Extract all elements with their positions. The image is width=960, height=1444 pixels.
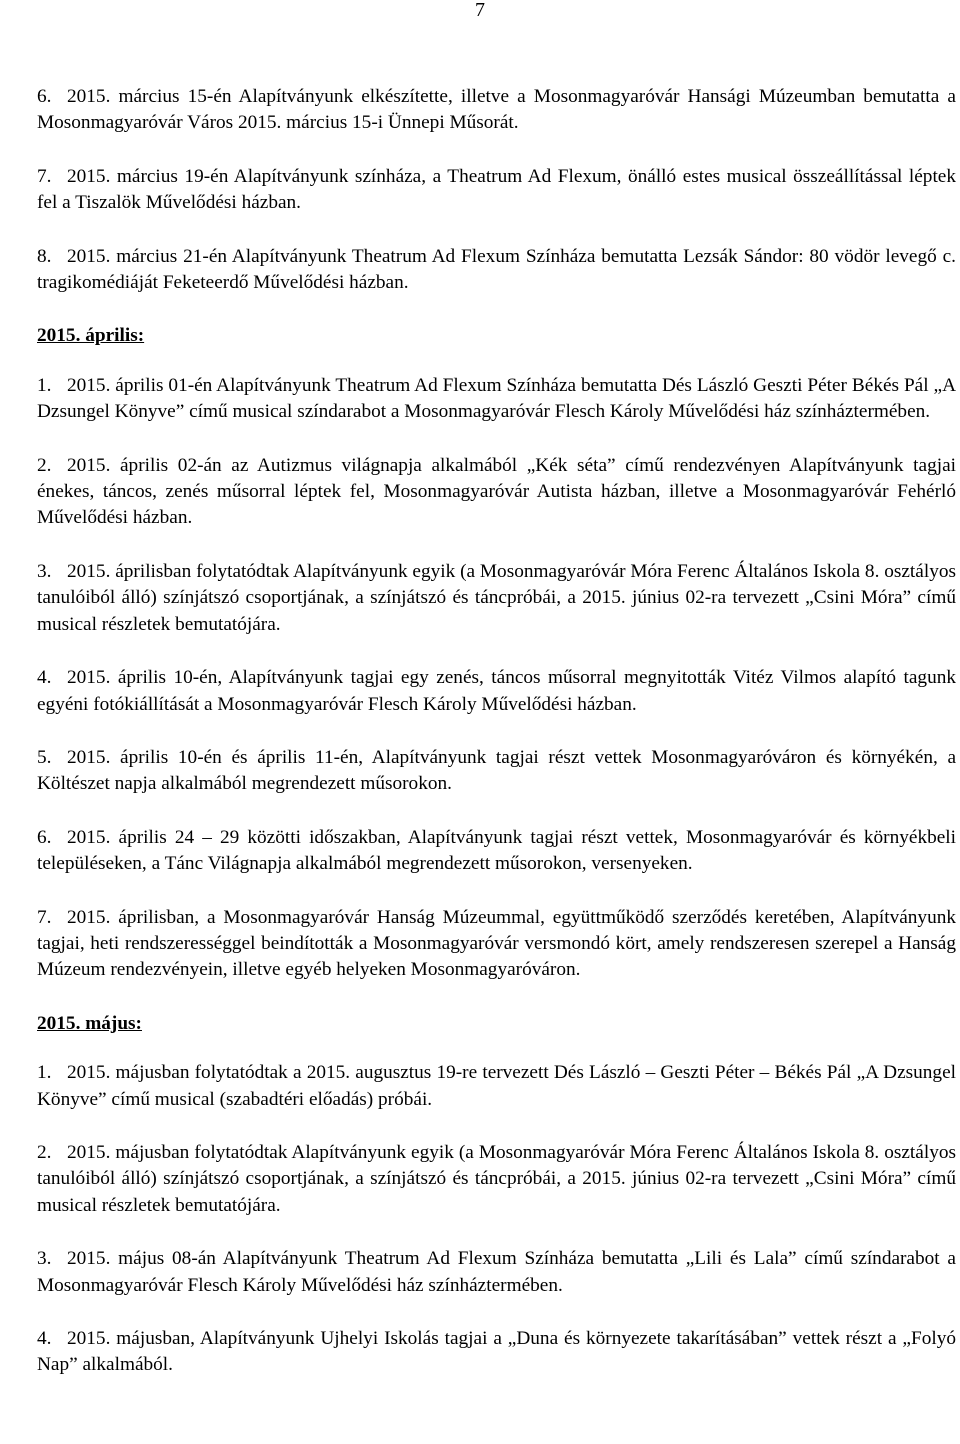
item-number: 5.	[37, 746, 52, 768]
section-heading-april: 2015. április:	[37, 325, 145, 347]
list-item	[37, 665, 956, 718]
item-text: 2015. áprilisban folytatódtak Alapítványunk egyik (a Mosonmagyaróvár Móra Ferenc Általános Iskola 8. osztályos tanulóiból álló) színjátszó csoportjának, a színjátszó és táncpróbái, a 2015. június 02-ra tervezett „Csini Móra” című musical részletek bemutatójára.	[37, 560, 956, 635]
list-item	[37, 1140, 956, 1219]
item-text: 2015. áprilisban, a Mosonmagyaróvár Hanság Múzeummal, együttműködő szerződés keretében, Alapítványunk tagjai, heti rendszerességgel beindították a Mosonmagyaróvár versmondó kört, amely rendszeresen szerepel a Hanság Múzeum rendezvényein, illetve egyéb helyeken Mosonmagyaróváron.	[37, 906, 956, 981]
list-item	[37, 1326, 956, 1379]
item-number: 7.	[37, 906, 52, 928]
item-text: 2015. májusban, Alapítványunk Ujhelyi Iskolás tagjai a „Duna és környezete takarításában” vettek részt a „Folyó Nap” alkalmából.	[37, 1328, 956, 1376]
page-number: 7	[475, 0, 485, 21]
list-item	[37, 905, 956, 984]
item-text: 2015. április 24 – 29 közötti időszakban, Alapítványunk tagjai részt vettek, Mosonmagyaróvár és környékbeli településeken, a Tánc Világnapja alkalmából megrendezett műsorokon, versenyeken.	[37, 826, 956, 875]
item-number: 2.	[37, 1141, 52, 1163]
item-text: 2015. március 19-én Alapítványunk színháza, a Theatrum Ad Flexum, önálló estes musical összeállítással léptek fel a Tiszalök Művelődési házban.	[37, 165, 956, 214]
list-item	[37, 1246, 956, 1299]
list-item	[37, 1060, 956, 1113]
list-item	[37, 453, 956, 532]
item-text: 2015. április 01-én Alapítványunk Theatrum Ad Flexum Színháza bemutatta Dés László Geszti Péter Békés Pál „A Dzsungel Könyve” című musical színdarabot a Mosonmagyaróvár Flesch Károly Művelődési ház színháztermében.	[37, 374, 956, 423]
item-number: 1.	[37, 1062, 52, 1084]
item-text: 2015. május 08-án Alapítványunk Theatrum Ad Flexum Színháza bemutatta „Lili és Lala” című színdarabot a Mosonmagyaróvár Flesch Károly Művelődési ház színháztermében.	[37, 1248, 956, 1296]
list-item	[37, 164, 956, 217]
item-number: 4.	[37, 1328, 52, 1349]
list-item	[37, 559, 956, 638]
item-text: 2015. március 15-én Alapítványunk elkészítette, illetve a Mosonmagyaróvár Hansági Múzeumban bemutatta a Mosonmagyaróvár Város 2015. március 15-i Ünnepi Műsorát.	[37, 86, 956, 134]
item-number: 3.	[37, 560, 52, 582]
list-item	[37, 244, 956, 297]
item-number: 6.	[37, 86, 52, 107]
list-item	[37, 373, 956, 426]
item-number: 2.	[37, 454, 52, 476]
item-text: 2015. március 21-én Alapítványunk Theatrum Ad Flexum Színháza bemutatta Lezsák Sándor: 80 vödör levegő c. tragikomédiáját Feketeerdő Művelődési házban.	[37, 245, 956, 294]
list-item	[37, 825, 956, 878]
item-number: 6.	[37, 826, 52, 848]
document-body	[37, 84, 956, 1406]
item-number: 4.	[37, 667, 52, 689]
section-heading-may: 2015. május:	[37, 1012, 142, 1034]
list-item	[37, 745, 956, 798]
item-number: 7.	[37, 165, 52, 187]
item-number: 8.	[37, 245, 52, 267]
list-item	[37, 84, 956, 137]
item-text: 2015. májusban folytatódtak a 2015. augusztus 19-re tervezett Dés László – Geszti Péter – Békés Pál „A Dzsungel Könyve” című musical (szabadtéri előadás) próbái.	[37, 1062, 956, 1110]
item-text: 2015. április 02-án az Autizmus világnapja alkalmából „Kék séta” című rendezvényen Alapítványunk tagjai énekes, táncos, zenés műsorral léptek fel, Mosonmagyaróvár Autista házban, illetve a Mosonmagyaróvár Fehérló Művelődési házban.	[37, 454, 956, 529]
item-text: 2015. májusban folytatódtak Alapítványunk egyik (a Mosonmagyaróvár Móra Ferenc Általános Iskola 8. osztályos tanulóiból álló) színjátszó csoportjának, a színjátszó és táncpróbái, a 2015. június 02-ra tervezett „Csini Móra” című musical részletek bemutatójára.	[37, 1141, 956, 1216]
item-number: 1.	[37, 374, 52, 396]
item-text: 2015. április 10-én és április 11-én, Alapítványunk tagjai részt vettek Mosonmagyaróváron és környékén, a Költészet napja alkalmából megrendezett műsorokon.	[37, 746, 956, 795]
item-text: 2015. április 10-én, Alapítványunk tagjai egy zenés, táncos műsorral megnyitották Vitéz Vilmos alapító tagunk egyéni fotókiállítását a Mosonmagyaróvár Flesch Károly Művelődési házban.	[37, 667, 956, 715]
item-number: 3.	[37, 1248, 52, 1270]
